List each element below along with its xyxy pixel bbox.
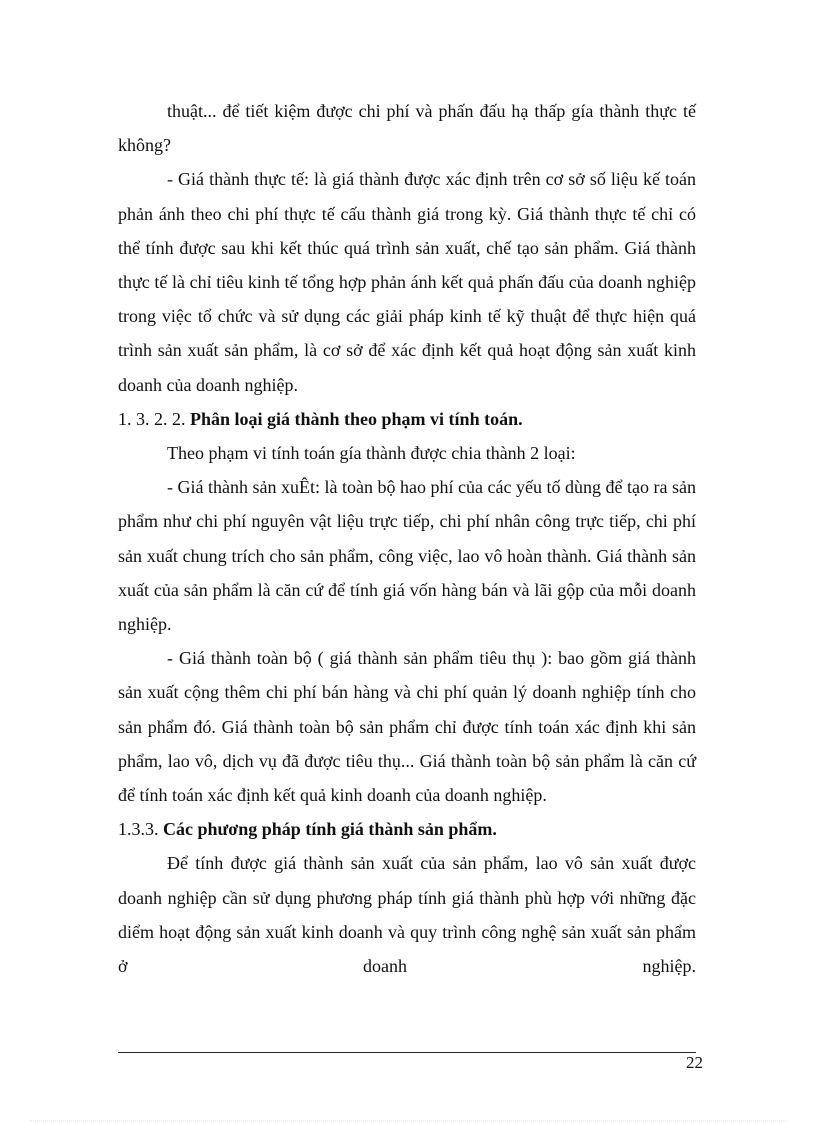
section-number: 1. 3. 2. 2. [118, 408, 186, 429]
footer-divider [118, 1052, 696, 1053]
page-body [118, 94, 696, 983]
section-heading-1-3-3 [118, 812, 696, 846]
paragraph-production-cost: - Giá thành sản xuÊt: là toàn bộ hao phí của các yếu tố dùng để tạo ra sản phẩm như chi phí nguyên vật liệu trực tiếp, chi phí nhân công trực tiếp, chi phí sản xuất chung trích cho sản phẩm, công việc, lao vô hoàn thành. Giá thành sản xuất của sản phẩm là căn cứ để tính giá vốn hàng bán và lãi gộp của mỗi doanh nghiệp. [118, 477, 696, 635]
page-number: 22 [686, 1053, 703, 1072]
paragraph-costing-methods: Để tính được giá thành sản xuất của sản phẩm, lao vô sản xuất được doanh nghiệp cần sử dụng phương pháp tính giá thành phù hợp với những đặc diểm hoạt động sản xuất kinh doanh và quy trình công nghệ sản xuất sản phẩm ở doanh nghiệp. [118, 853, 696, 977]
section-heading-1-3-2-2 [118, 402, 696, 436]
paragraph-continuation: thuật... để tiết kiệm được chi phí và phấn đấu hạ thấp gía thành thực tế không? [118, 101, 696, 156]
page-bottom-border [30, 1120, 786, 1121]
paragraph-actual-cost: - Giá thành thực tế: là giá thành được xác định trên cơ sở số liệu kế toán phản ánh theo chi phí thực tế cấu thành giá trong kỳ. Giá thành thực tế chỉ có thể tính được sau khi kết thúc quá trình sản xuất, chế tạo sản phẩm. Giá thành thực tế là chỉ tiêu kinh tế tổng hợp phản ánh kết quả phấn đấu của doanh nghiệp trong việc tổ chức và sử dụng các giải pháp kinh tế kỹ thuật để thực hiện quá trình sản xuất sản phẩm, là cơ sở để xác định kết quả hoạt động sản xuất kinh doanh của doanh nghiệp. [118, 169, 696, 395]
paragraph-classification-intro: Theo phạm vi tính toán gía thành được chia thành 2 loại: [167, 443, 576, 464]
section-title: Các phương pháp tính giá thành sản phẩm. [163, 819, 497, 840]
section-title: Phân loại giá thành theo phạm vi tính toán. [190, 408, 523, 429]
section-number: 1.3.3. [118, 819, 159, 840]
paragraph-total-cost: - Giá thành toàn bộ ( giá thành sản phẩm tiêu thụ ): bao gồm giá thành sản xuất cộng thêm chi phí bán hàng và chi phí quản lý doanh nghiệp tính cho sản phẩm đó. Giá thành toàn bộ sản phẩm chỉ được tính toán xác định khi sản phẩm, lao vô, dịch vụ đã được tiêu thụ... Giá thành toàn bộ sản phẩm là căn cứ để tính toán xác định kết quả kinh doanh của doanh nghiệp. [118, 648, 696, 806]
